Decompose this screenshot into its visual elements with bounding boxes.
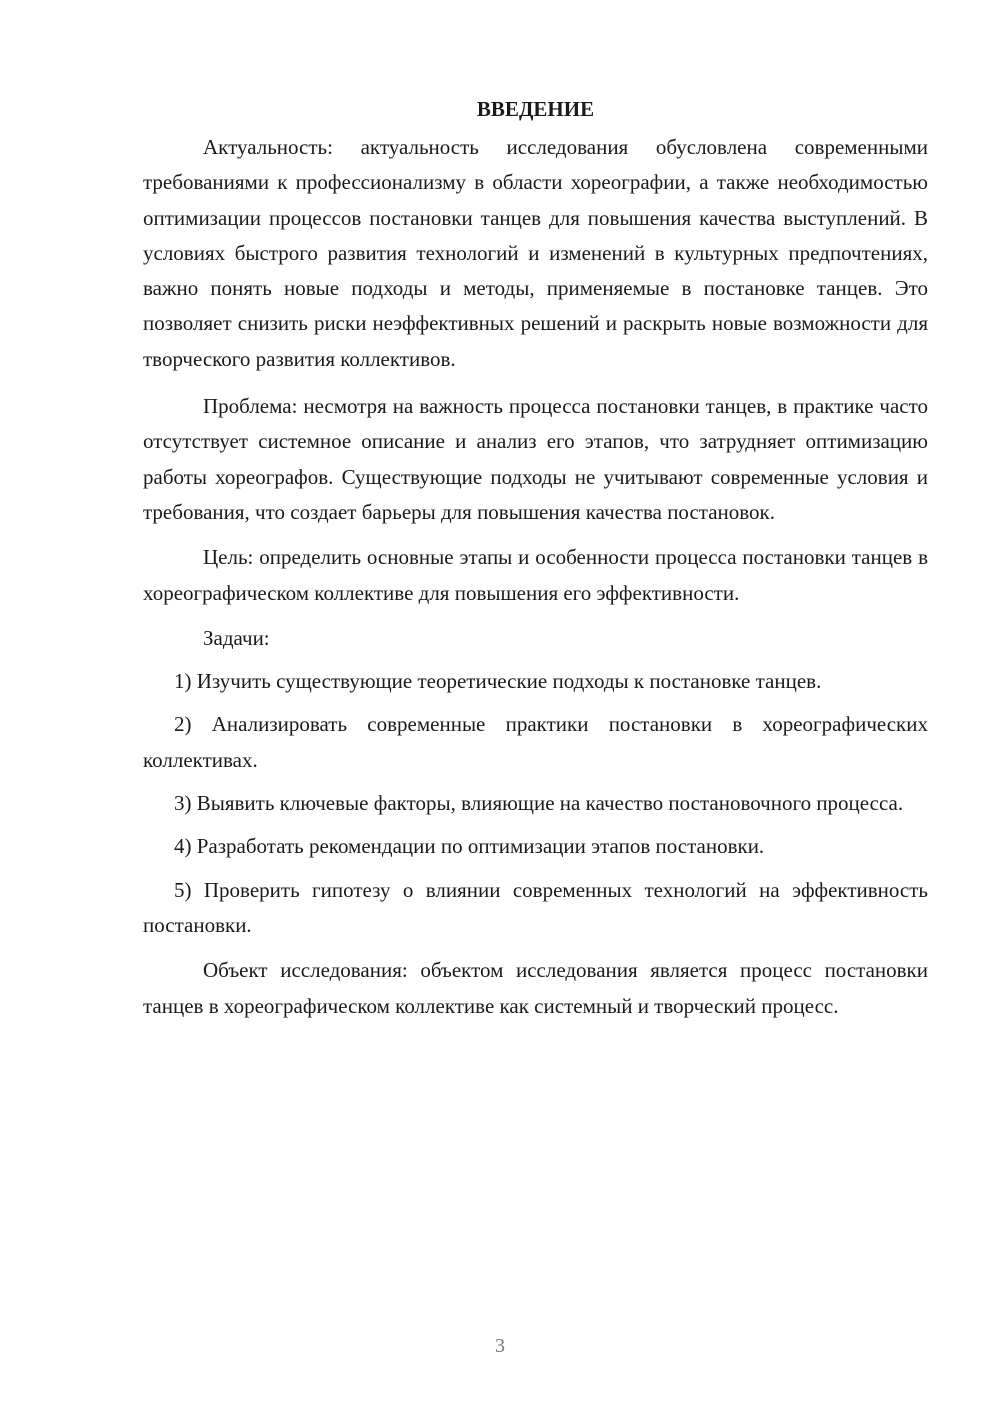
problem-paragraph: Проблема: несмотря на важность процесса постановки танцев, в практике часто отсутствует системное описание и анализ его этапов, что затрудняет оптимизацию работы хореографов. Существующие подходы не учитывают современные условия и требования, что создает барьеры для повышения качества постановок. (143, 394, 928, 524)
section-heading: ВВЕДЕНИЕ (476, 97, 595, 121)
relevance-paragraph: Актуальность: актуальность исследования обусловлена современными требованиями к профессионализму в области хореографии, а также необходимостью оптимизации процессов постановки танцев для повышения качества выступлений. В условиях быстрого развития технологий и изменений в культурных предпочтениях, важно понять новые подходы и методы, применяемые в постановке танцев. Это позволяет снизить риски неэффективных решений и раскрыть новые возможности для творческого развития коллективов. (143, 135, 928, 371)
task-item: 1) Изучить существующие теоретические подходы к постановке танцев. (174, 669, 822, 694)
page-content (143, 94, 928, 1024)
task-item: 5) Проверить гипотезу о влиянии современных технологий на эффективность постановки. (143, 877, 928, 937)
goal-paragraph: Цель: определить основные этапы и особенности процесса постановки танцев в хореографическом коллективе для повышения его эффективности. (143, 545, 928, 605)
task-item: 3) Выявить ключевые факторы, влияющие на качество постановочного процесса. (174, 791, 904, 816)
object-paragraph: Объект исследования: объектом исследования является процесс постановки танцев в хореографическом коллективе как системный и творческий процесс. (143, 958, 928, 1018)
tasks-list (143, 664, 928, 943)
tasks-label: Задачи: (203, 625, 270, 650)
page-number: 3 (495, 1335, 505, 1357)
task-item: 4) Разработать рекомендации по оптимизации этапов постановки. (174, 834, 765, 859)
task-item: 2) Анализировать современные практики постановки в хореографических коллективах. (143, 712, 928, 772)
